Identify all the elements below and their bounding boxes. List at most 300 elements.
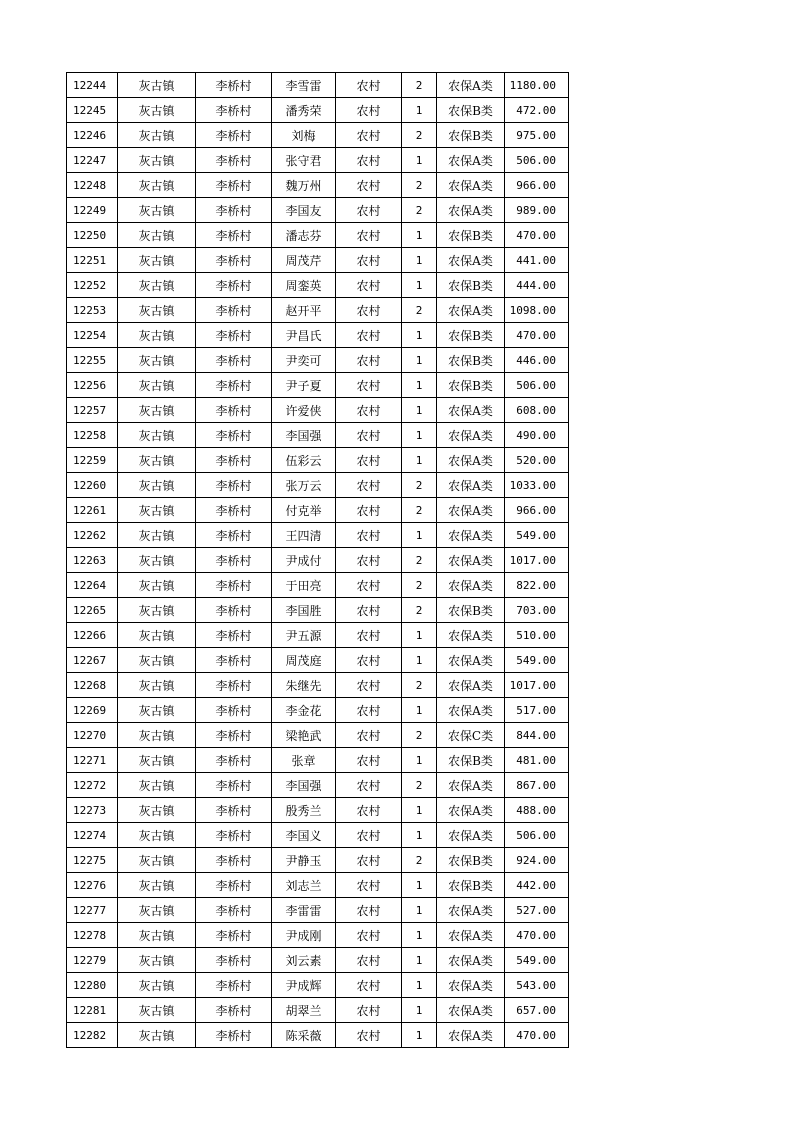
record-id-cell: 12255 <box>67 348 118 373</box>
type-cell: 农村 <box>336 723 402 748</box>
village-cell: 李桥村 <box>196 798 272 823</box>
village-cell: 李桥村 <box>196 673 272 698</box>
town-cell: 灰古镇 <box>118 323 196 348</box>
count-cell: 1 <box>402 323 437 348</box>
name-cell: 于田亮 <box>272 573 336 598</box>
amount-cell: 989.00 <box>505 198 569 223</box>
count-cell: 1 <box>402 973 437 998</box>
table-row <box>67 173 569 198</box>
town-cell: 灰古镇 <box>118 523 196 548</box>
town-cell: 灰古镇 <box>118 73 196 98</box>
amount-cell: 442.00 <box>505 873 569 898</box>
name-cell: 刘云素 <box>272 948 336 973</box>
amount-cell: 490.00 <box>505 423 569 448</box>
record-id-cell: 12258 <box>67 423 118 448</box>
amount-cell: 488.00 <box>505 798 569 823</box>
category-cell: 农保A类 <box>437 573 505 598</box>
type-cell: 农村 <box>336 98 402 123</box>
name-cell: 张章 <box>272 748 336 773</box>
count-cell: 2 <box>402 73 437 98</box>
table-row <box>67 348 569 373</box>
village-cell: 李桥村 <box>196 173 272 198</box>
village-cell: 李桥村 <box>196 598 272 623</box>
table-row <box>67 798 569 823</box>
type-cell: 农村 <box>336 323 402 348</box>
type-cell: 农村 <box>336 998 402 1023</box>
count-cell: 1 <box>402 898 437 923</box>
category-cell: 农保A类 <box>437 448 505 473</box>
count-cell: 1 <box>402 1023 437 1048</box>
name-cell: 王四清 <box>272 523 336 548</box>
town-cell: 灰古镇 <box>118 223 196 248</box>
village-cell: 李桥村 <box>196 823 272 848</box>
town-cell: 灰古镇 <box>118 923 196 948</box>
name-cell: 李国义 <box>272 823 336 848</box>
village-cell: 李桥村 <box>196 548 272 573</box>
category-cell: 农保A类 <box>437 498 505 523</box>
village-cell: 李桥村 <box>196 123 272 148</box>
name-cell: 周茂芹 <box>272 248 336 273</box>
name-cell: 赵开平 <box>272 298 336 323</box>
record-id-cell: 12261 <box>67 498 118 523</box>
category-cell: 农保B类 <box>437 873 505 898</box>
amount-cell: 924.00 <box>505 848 569 873</box>
category-cell: 农保B类 <box>437 98 505 123</box>
record-id-cell: 12277 <box>67 898 118 923</box>
record-id-cell: 12247 <box>67 148 118 173</box>
table-row <box>67 73 569 98</box>
town-cell: 灰古镇 <box>118 973 196 998</box>
count-cell: 2 <box>402 548 437 573</box>
category-cell: 农保A类 <box>437 973 505 998</box>
table-row <box>67 923 569 948</box>
town-cell: 灰古镇 <box>118 823 196 848</box>
amount-cell: 549.00 <box>505 523 569 548</box>
category-cell: 农保A类 <box>437 548 505 573</box>
amount-cell: 975.00 <box>505 123 569 148</box>
count-cell: 2 <box>402 573 437 598</box>
village-cell: 李桥村 <box>196 973 272 998</box>
count-cell: 2 <box>402 198 437 223</box>
village-cell: 李桥村 <box>196 323 272 348</box>
table-row <box>67 198 569 223</box>
table-row <box>67 973 569 998</box>
village-cell: 李桥村 <box>196 873 272 898</box>
count-cell: 2 <box>402 498 437 523</box>
amount-cell: 441.00 <box>505 248 569 273</box>
record-id-cell: 12251 <box>67 248 118 273</box>
category-cell: 农保A类 <box>437 423 505 448</box>
type-cell: 农村 <box>336 448 402 473</box>
table-row <box>67 848 569 873</box>
town-cell: 灰古镇 <box>118 398 196 423</box>
count-cell: 1 <box>402 248 437 273</box>
table-row <box>67 373 569 398</box>
category-cell: 农保A类 <box>437 773 505 798</box>
category-cell: 农保B类 <box>437 373 505 398</box>
name-cell: 李雪雷 <box>272 73 336 98</box>
record-id-cell: 12270 <box>67 723 118 748</box>
amount-cell: 481.00 <box>505 748 569 773</box>
village-cell: 李桥村 <box>196 473 272 498</box>
category-cell: 农保A类 <box>437 148 505 173</box>
amount-cell: 506.00 <box>505 373 569 398</box>
type-cell: 农村 <box>336 498 402 523</box>
count-cell: 2 <box>402 123 437 148</box>
table-row <box>67 223 569 248</box>
table-row <box>67 473 569 498</box>
category-cell: 农保A类 <box>437 998 505 1023</box>
type-cell: 农村 <box>336 773 402 798</box>
town-cell: 灰古镇 <box>118 848 196 873</box>
table-row <box>67 498 569 523</box>
amount-cell: 867.00 <box>505 773 569 798</box>
count-cell: 1 <box>402 273 437 298</box>
amount-cell: 446.00 <box>505 348 569 373</box>
count-cell: 1 <box>402 448 437 473</box>
type-cell: 农村 <box>336 223 402 248</box>
town-cell: 灰古镇 <box>118 448 196 473</box>
table-row <box>67 748 569 773</box>
amount-cell: 470.00 <box>505 923 569 948</box>
name-cell: 胡翠兰 <box>272 998 336 1023</box>
record-id-cell: 12256 <box>67 373 118 398</box>
amount-cell: 844.00 <box>505 723 569 748</box>
name-cell: 张万云 <box>272 473 336 498</box>
type-cell: 农村 <box>336 523 402 548</box>
type-cell: 农村 <box>336 598 402 623</box>
record-id-cell: 12275 <box>67 848 118 873</box>
name-cell: 李国强 <box>272 423 336 448</box>
category-cell: 农保A类 <box>437 648 505 673</box>
category-cell: 农保A类 <box>437 198 505 223</box>
count-cell: 1 <box>402 798 437 823</box>
amount-cell: 966.00 <box>505 173 569 198</box>
name-cell: 陈采薇 <box>272 1023 336 1048</box>
record-id-cell: 12266 <box>67 623 118 648</box>
amount-cell: 549.00 <box>505 648 569 673</box>
count-cell: 1 <box>402 873 437 898</box>
record-id-cell: 12260 <box>67 473 118 498</box>
category-cell: 农保A类 <box>437 623 505 648</box>
village-cell: 李桥村 <box>196 698 272 723</box>
record-id-cell: 12244 <box>67 73 118 98</box>
name-cell: 周銮英 <box>272 273 336 298</box>
name-cell: 魏万州 <box>272 173 336 198</box>
category-cell: 农保A类 <box>437 398 505 423</box>
record-id-cell: 12279 <box>67 948 118 973</box>
town-cell: 灰古镇 <box>118 623 196 648</box>
table-row <box>67 523 569 548</box>
town-cell: 灰古镇 <box>118 773 196 798</box>
village-cell: 李桥村 <box>196 748 272 773</box>
village-cell: 李桥村 <box>196 223 272 248</box>
table-row <box>67 873 569 898</box>
village-cell: 李桥村 <box>196 1023 272 1048</box>
table-row <box>67 1023 569 1048</box>
village-cell: 李桥村 <box>196 373 272 398</box>
table-row <box>67 948 569 973</box>
type-cell: 农村 <box>336 1023 402 1048</box>
type-cell: 农村 <box>336 923 402 948</box>
category-cell: 农保A类 <box>437 298 505 323</box>
village-cell: 李桥村 <box>196 198 272 223</box>
town-cell: 灰古镇 <box>118 948 196 973</box>
amount-cell: 506.00 <box>505 823 569 848</box>
village-cell: 李桥村 <box>196 998 272 1023</box>
record-id-cell: 12265 <box>67 598 118 623</box>
category-cell: 农保A类 <box>437 248 505 273</box>
name-cell: 潘志芬 <box>272 223 336 248</box>
record-id-cell: 12274 <box>67 823 118 848</box>
amount-cell: 506.00 <box>505 148 569 173</box>
record-id-cell: 12267 <box>67 648 118 673</box>
amount-cell: 543.00 <box>505 973 569 998</box>
name-cell: 李国强 <box>272 773 336 798</box>
count-cell: 2 <box>402 773 437 798</box>
table-row <box>67 323 569 348</box>
count-cell: 1 <box>402 148 437 173</box>
record-id-cell: 12269 <box>67 698 118 723</box>
town-cell: 灰古镇 <box>118 98 196 123</box>
type-cell: 农村 <box>336 973 402 998</box>
town-cell: 灰古镇 <box>118 248 196 273</box>
record-id-cell: 12268 <box>67 673 118 698</box>
name-cell: 尹奕可 <box>272 348 336 373</box>
count-cell: 1 <box>402 398 437 423</box>
village-cell: 李桥村 <box>196 348 272 373</box>
name-cell: 李雷雷 <box>272 898 336 923</box>
village-cell: 李桥村 <box>196 448 272 473</box>
village-cell: 李桥村 <box>196 148 272 173</box>
amount-cell: 703.00 <box>505 598 569 623</box>
record-id-cell: 12259 <box>67 448 118 473</box>
count-cell: 1 <box>402 648 437 673</box>
type-cell: 农村 <box>336 298 402 323</box>
table-row <box>67 673 569 698</box>
category-cell: 农保B类 <box>437 273 505 298</box>
type-cell: 农村 <box>336 423 402 448</box>
category-cell: 农保C类 <box>437 723 505 748</box>
table-row <box>67 723 569 748</box>
category-cell: 农保A类 <box>437 173 505 198</box>
town-cell: 灰古镇 <box>118 798 196 823</box>
town-cell: 灰古镇 <box>118 998 196 1023</box>
village-cell: 李桥村 <box>196 523 272 548</box>
type-cell: 农村 <box>336 373 402 398</box>
amount-cell: 472.00 <box>505 98 569 123</box>
category-cell: 农保B类 <box>437 748 505 773</box>
town-cell: 灰古镇 <box>118 198 196 223</box>
amount-cell: 517.00 <box>505 698 569 723</box>
amount-cell: 520.00 <box>505 448 569 473</box>
village-cell: 李桥村 <box>196 648 272 673</box>
town-cell: 灰古镇 <box>118 273 196 298</box>
record-id-cell: 12249 <box>67 198 118 223</box>
name-cell: 李国友 <box>272 198 336 223</box>
village-cell: 李桥村 <box>196 898 272 923</box>
name-cell: 尹子夏 <box>272 373 336 398</box>
type-cell: 农村 <box>336 673 402 698</box>
record-id-cell: 12273 <box>67 798 118 823</box>
name-cell: 李金花 <box>272 698 336 723</box>
table-row <box>67 648 569 673</box>
type-cell: 农村 <box>336 173 402 198</box>
count-cell: 2 <box>402 598 437 623</box>
name-cell: 许爱侠 <box>272 398 336 423</box>
table-row <box>67 598 569 623</box>
record-id-cell: 12271 <box>67 748 118 773</box>
village-cell: 李桥村 <box>196 723 272 748</box>
count-cell: 1 <box>402 823 437 848</box>
name-cell: 伍彩云 <box>272 448 336 473</box>
type-cell: 农村 <box>336 473 402 498</box>
category-cell: 农保B类 <box>437 348 505 373</box>
table-row <box>67 573 569 598</box>
town-cell: 灰古镇 <box>118 748 196 773</box>
name-cell: 尹静玉 <box>272 848 336 873</box>
name-cell: 付克举 <box>272 498 336 523</box>
count-cell: 1 <box>402 923 437 948</box>
table-row <box>67 148 569 173</box>
name-cell: 张守君 <box>272 148 336 173</box>
record-id-cell: 12245 <box>67 98 118 123</box>
count-cell: 1 <box>402 223 437 248</box>
type-cell: 农村 <box>336 623 402 648</box>
amount-cell: 822.00 <box>505 573 569 598</box>
name-cell: 刘梅 <box>272 123 336 148</box>
count-cell: 2 <box>402 723 437 748</box>
type-cell: 农村 <box>336 573 402 598</box>
amount-cell: 1017.00 <box>505 673 569 698</box>
record-id-cell: 12262 <box>67 523 118 548</box>
type-cell: 农村 <box>336 898 402 923</box>
village-cell: 李桥村 <box>196 848 272 873</box>
amount-cell: 549.00 <box>505 948 569 973</box>
amount-cell: 1017.00 <box>505 548 569 573</box>
type-cell: 农村 <box>336 648 402 673</box>
amount-cell: 527.00 <box>505 898 569 923</box>
record-id-cell: 12280 <box>67 973 118 998</box>
village-cell: 李桥村 <box>196 948 272 973</box>
village-cell: 李桥村 <box>196 98 272 123</box>
table-row <box>67 898 569 923</box>
type-cell: 农村 <box>336 273 402 298</box>
data-table <box>66 72 569 1048</box>
name-cell: 尹昌氏 <box>272 323 336 348</box>
name-cell: 尹成辉 <box>272 973 336 998</box>
name-cell: 朱继先 <box>272 673 336 698</box>
village-cell: 李桥村 <box>196 73 272 98</box>
category-cell: 农保B类 <box>437 323 505 348</box>
town-cell: 灰古镇 <box>118 598 196 623</box>
town-cell: 灰古镇 <box>118 1023 196 1048</box>
table-row <box>67 98 569 123</box>
category-cell: 农保A类 <box>437 798 505 823</box>
table-row <box>67 273 569 298</box>
type-cell: 农村 <box>336 748 402 773</box>
type-cell: 农村 <box>336 848 402 873</box>
category-cell: 农保B类 <box>437 123 505 148</box>
count-cell: 2 <box>402 473 437 498</box>
name-cell: 李国胜 <box>272 598 336 623</box>
village-cell: 李桥村 <box>196 573 272 598</box>
record-id-cell: 12264 <box>67 573 118 598</box>
type-cell: 农村 <box>336 823 402 848</box>
record-id-cell: 12253 <box>67 298 118 323</box>
record-id-cell: 12272 <box>67 773 118 798</box>
amount-cell: 510.00 <box>505 623 569 648</box>
town-cell: 灰古镇 <box>118 498 196 523</box>
type-cell: 农村 <box>336 798 402 823</box>
type-cell: 农村 <box>336 398 402 423</box>
type-cell: 农村 <box>336 873 402 898</box>
amount-cell: 657.00 <box>505 998 569 1023</box>
table-row <box>67 123 569 148</box>
amount-cell: 444.00 <box>505 273 569 298</box>
type-cell: 农村 <box>336 248 402 273</box>
table-body <box>67 73 569 1048</box>
type-cell: 农村 <box>336 548 402 573</box>
record-id-cell: 12278 <box>67 923 118 948</box>
town-cell: 灰古镇 <box>118 423 196 448</box>
table-row <box>67 998 569 1023</box>
village-cell: 李桥村 <box>196 423 272 448</box>
town-cell: 灰古镇 <box>118 373 196 398</box>
town-cell: 灰古镇 <box>118 148 196 173</box>
table-row <box>67 548 569 573</box>
category-cell: 农保A类 <box>437 948 505 973</box>
name-cell: 周茂庭 <box>272 648 336 673</box>
count-cell: 1 <box>402 698 437 723</box>
type-cell: 农村 <box>336 198 402 223</box>
category-cell: 农保B类 <box>437 223 505 248</box>
table-row <box>67 698 569 723</box>
record-id-cell: 12257 <box>67 398 118 423</box>
town-cell: 灰古镇 <box>118 173 196 198</box>
category-cell: 农保A类 <box>437 473 505 498</box>
category-cell: 农保B类 <box>437 848 505 873</box>
town-cell: 灰古镇 <box>118 898 196 923</box>
count-cell: 1 <box>402 98 437 123</box>
table-row <box>67 448 569 473</box>
record-id-cell: 12248 <box>67 173 118 198</box>
village-cell: 李桥村 <box>196 273 272 298</box>
count-cell: 1 <box>402 998 437 1023</box>
type-cell: 农村 <box>336 73 402 98</box>
count-cell: 1 <box>402 748 437 773</box>
amount-cell: 1033.00 <box>505 473 569 498</box>
category-cell: 农保A类 <box>437 1023 505 1048</box>
table-row <box>67 823 569 848</box>
village-cell: 李桥村 <box>196 623 272 648</box>
town-cell: 灰古镇 <box>118 298 196 323</box>
category-cell: 农保A类 <box>437 673 505 698</box>
town-cell: 灰古镇 <box>118 873 196 898</box>
record-id-cell: 12246 <box>67 123 118 148</box>
record-id-cell: 12281 <box>67 998 118 1023</box>
town-cell: 灰古镇 <box>118 648 196 673</box>
town-cell: 灰古镇 <box>118 123 196 148</box>
amount-cell: 1180.00 <box>505 73 569 98</box>
category-cell: 农保A类 <box>437 823 505 848</box>
count-cell: 1 <box>402 948 437 973</box>
category-cell: 农保A类 <box>437 898 505 923</box>
name-cell: 尹成刚 <box>272 923 336 948</box>
village-cell: 李桥村 <box>196 298 272 323</box>
record-id-cell: 12250 <box>67 223 118 248</box>
name-cell: 潘秀荣 <box>272 98 336 123</box>
